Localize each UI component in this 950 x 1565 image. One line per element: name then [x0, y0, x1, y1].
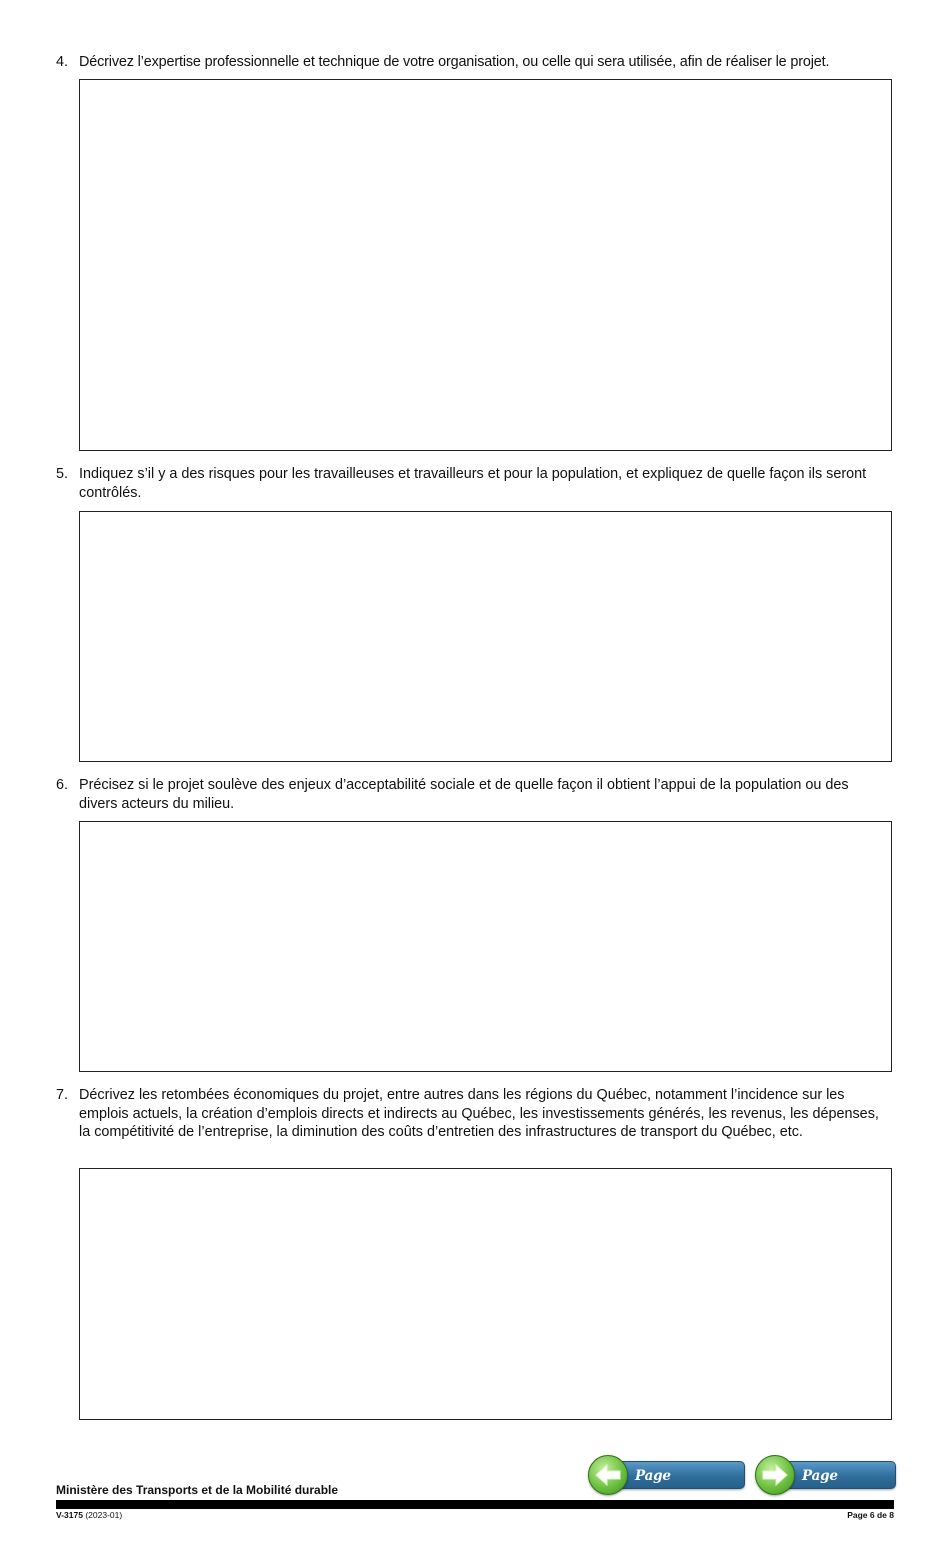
previous-page-button[interactable] [588, 1455, 745, 1495]
question-number: 4. [56, 54, 69, 70]
question-text: Indiquez s’il y a des risques pour les travailleuses et travailleurs et pour la population, et expliquez de quelle façon ils seront contrôlés. [79, 466, 867, 501]
answer-field-7[interactable] [79, 1168, 892, 1420]
form-code [56, 1510, 122, 1520]
ministry-name: Ministère des Transports et de la Mobilité durable [56, 1483, 339, 1497]
question-number: 7. [56, 1087, 69, 1103]
question-5 [56, 465, 896, 502]
question-text: Décrivez les retombées économiques du projet, entre autres dans les régions du Québec, notamment l’incidence sur les emplois actuels, la création d’emplois directs et indirects au Québec, les investissements générés, les revenus, les dépenses, la compétitivité de l’entreprise, la diminution des coûts d’entretien des infrastructures de transport du Québec, etc. [79, 1087, 879, 1140]
arrow-left-icon [588, 1455, 628, 1495]
question-6 [56, 776, 896, 813]
question-text: Précisez si le projet soulève des enjeux d’acceptabilité sociale et de quelle façon il obtient l’appui de la population ou des divers acteurs du milieu. [79, 777, 849, 812]
form-date: (2023-01) [85, 1510, 123, 1520]
answer-field-4[interactable] [79, 79, 892, 451]
page-indicator: Page 6 de 8 [847, 1510, 894, 1520]
answer-field-5[interactable] [79, 511, 892, 762]
previous-page-label: Page [604, 1461, 745, 1489]
footer-divider [56, 1500, 894, 1509]
form-number: V-3175 [56, 1510, 83, 1520]
question-text: Décrivez l’expertise professionnelle et technique de votre organisation, ou celle qui sera utilisée, afin de réaliser le projet. [79, 54, 830, 70]
next-page-label: Page [771, 1461, 896, 1489]
question-number: 5. [56, 466, 69, 482]
question-number: 6. [56, 777, 69, 793]
question-4 [56, 53, 896, 72]
question-7 [56, 1086, 896, 1142]
next-page-button[interactable] [755, 1455, 896, 1495]
answer-field-6[interactable] [79, 821, 892, 1072]
arrow-right-icon [755, 1455, 795, 1495]
